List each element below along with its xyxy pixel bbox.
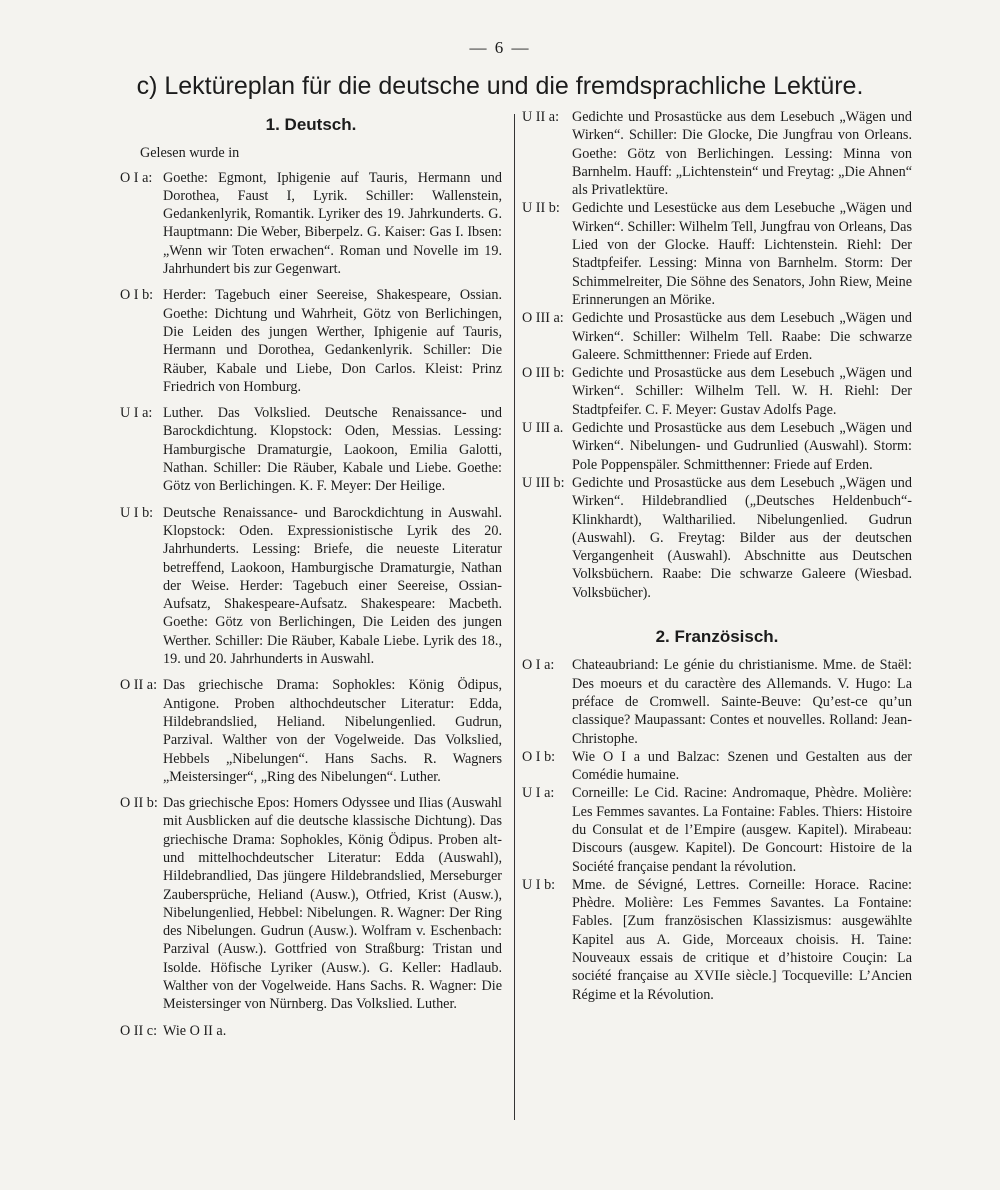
reading-list-text: Gedichte und Prosastücke aus dem Lesebuch „Wägen und Wirken“. Schiller: Die Glocke, Die Jungfrau von Orleans. Goethe: Götz von Berlichingen. Lessing: Minna von Barnhelm. Hauff: „Lichtenstein“ und Freytag: „Die Ahnen“ als Privatlektüre. — [572, 109, 912, 199]
class-label: U III a. — [522, 420, 564, 437]
reading-list-text: Wie O I a und Balzac: Szenen und Gestalten aus der Comédie humaine. — [572, 748, 912, 784]
class-label: O I b: — [522, 748, 556, 765]
reading-list-text: Gedichte und Prosastücke aus dem Lesebuch „Wägen und Wirken“. Nibelungen- und Gudrunlied (Auswahl). Storm: Pole Poppenspäler. Schmitthenner: Friede auf Erden. — [572, 420, 912, 473]
reading-list-text: Das griechische Epos: Homers Odyssee und Ilias (Auswahl mit Ausblicken auf die deutsche klassische Dichtung). Das griechische Drama: Sophokles, König Ödipus. Proben alt- und mittelhochdeutscher Literatur: Edda (Auswahl), Hildebrandlied, Das jüngere Hildebrandslied, Merseburger Zaubersprüche, Heliand (Ausw.), Otfried, Krist (Ausw.), Nibelungenlied, Hebbel: Nibelungen. R. Wagner: Der Ring des Nibelungen. Gudrun (Ausw.). Wolfram v. Eschenbach: Parzival (Ausw.). Gottfried von Straßburg: Tristan und Isolde. Höfische Lyriker (Ausw.). G. Keller: Hadlaub. Walther von der Vogelweide. Hans Sachs. R. Wagner: Die Meistersinger von Nürnberg. Das Volkslied. Luther. — [163, 795, 502, 1013]
reading-list-text: Chateaubriand: Le génie du christianisme. Mme. de Staël: Des moeurs et du caractère des Allemands. V. Hugo: La préface de Cromwell. Sainte-Beuve: Qu’est-ce qu’un classique? Maupassant: Contes et nouvelles. Rolland: Jean-Christophe. — [572, 657, 912, 747]
page-title: c) Lektüreplan für die deutsche und die fremdsprachliche Lektüre. — [136, 72, 864, 100]
reading-entry — [120, 1022, 502, 1040]
reading-entry — [120, 794, 502, 1014]
reading-entry — [522, 784, 912, 875]
reading-entry — [522, 748, 912, 785]
reading-entry — [120, 676, 502, 786]
class-label: U I a: — [522, 785, 555, 802]
reading-list-text: Luther. Das Volkslied. Deutsche Renaissance- und Barockdichtung. Klopstock: Oden, Messias. Lessing: Hamburgische Dramaturgie, Laokoon, Emilia Galotti, Nathan. Schiller: Die Räuber, Kabale und Liebe. Goethe: Götz von Berlichingen. K. F. Meyer: Der Heilige. — [163, 405, 502, 495]
reading-list-text: Das griechische Drama: Sophokles: König Ödipus, Antigone. Proben althochdeutscher Literatur: Edda, Hildebrandslied, Heliand. Nibelungenlied. Gudrun, Parzival. Walther von der Vogelweide. Das Volkslied, Hebbels „Nibelungen“. Hans Sachs. R. Wagners „Meistersinger“, „Ring des Nibelungen“. Luther. — [163, 677, 502, 785]
reading-list-text: Gedichte und Prosastücke aus dem Lesebuch „Wägen und Wirken“. Schiller: Wilhelm Tell. Raabe: Die schwarze Galeere. Schmitthenner: Friede auf Erden. — [572, 310, 912, 363]
reading-list-text: Gedichte und Prosastücke aus dem Lesebuch „Wägen und Wirken“. Schiller: Wilhelm Tell. W. H. Riehl: Der Stadtpfeifer. C. F. Meyer: Gustav Adolfs Page. — [572, 365, 912, 418]
reading-entry — [522, 876, 912, 1004]
reading-entry — [522, 656, 912, 747]
reading-list-text: Mme. de Sévigné, Lettres. Corneille: Horace. Racine: Phèdre. Molière: Les Femmes Savantes. La Fontaine: Fables. [Zum französischen Klassizismus: ausgewählte Kapitel aus A. Gide, Morceaux choisis. H. Taine: Nouveaux essais de critique et d’histoire Couçin: La société française au XVIIe siècle.] Tocqueville: L’Ancien Régime et la Révolution. — [572, 876, 912, 1003]
intro-text: Gelesen wurde in — [140, 145, 240, 162]
reading-entry — [522, 199, 912, 309]
left-column — [120, 116, 502, 1048]
reading-entry — [120, 504, 502, 669]
reading-entry — [522, 419, 912, 474]
reading-entry — [522, 474, 912, 602]
reading-entry — [522, 309, 912, 364]
reading-list-text: Deutsche Renaissance- und Barockdichtung in Auswahl. Klopstock: Oden. Expressionistische Lyrik des 20. Jahrhunderts. Lessing: Briefe, die neueste Literatur betreffend, Laokoon, Hamburgische Dramaturgie, Nathan der Weise. Herder: Tagebuch einer Seereise, Ossian-Aufsatz, Shakespeare-Aufsatz. Shakespeare: Macbeth. Goethe: Götz von Berlichingen, Die Leiden des jungen Werther. Schiller: Die Räuber, Kabale Liebe. Lyrik des 18., 19. und 20. Jahrhunderts in Auswahl. — [163, 504, 502, 668]
section-heading-franzoesisch: 2. Französisch. — [655, 627, 779, 647]
page-number: — 6 — — [469, 38, 531, 57]
column-divider — [514, 114, 515, 1120]
class-label: U II a: — [522, 109, 560, 125]
reading-entry — [120, 169, 502, 279]
german-entry-list-continued — [522, 108, 912, 602]
reading-list-text: Goethe: Egmont, Iphigenie auf Tauris, Hermann und Dorothea, Faust I, Lyrik. Schiller: Wallenstein, Gedankenlyrik, Romantik. Lyriker des 19. Jahrkunderts. G. Hauptmann: Die Weber, Biberpelz. G. Kaiser: Gas I. Ibsen: „Wenn wir Toten erwachen“. Roman und Novelle im 19. Jahrhundert bis zur Gegenwart. — [163, 169, 502, 278]
reading-list-text: Wie O II a. — [163, 1022, 227, 1039]
class-label: U I b: — [522, 876, 556, 893]
french-entry-list — [522, 656, 912, 1004]
reading-entry — [120, 404, 502, 495]
reading-entry — [522, 108, 912, 199]
class-label: U I a: — [120, 405, 153, 422]
class-label: O I a: — [120, 169, 153, 186]
class-label: O III b: — [522, 365, 565, 382]
reading-list-text: Corneille: Le Cid. Racine: Andromaque, Phèdre. Molière: Les Femmes savantes. La Fontaine: Fables. Thiers: Histoire du Consulat et de l’Empire (ausgew. Kapitel). Mirabeau: Discours (ausgew. Kapitel). De Goncourt: Histoire de la Société française pendant la révolution. — [572, 785, 912, 875]
reading-entry — [120, 286, 502, 396]
class-label: O III a: — [522, 310, 564, 327]
reading-list-text: Gedichte und Prosastücke aus dem Lesebuch „Wägen und Wirken“. Hildebrandlied („Deutsches Heldenbuch“-Klinkhardt), Waltharilied. Nibelungenlied. Gudrun (Auswahl). G. Freytag: Bilder aus der deutschen Vergangenheit (Auswahl). Abschnitte aus Deutschen Volksbüchern. Raabe: Die schwarze Galeere (Wiesbad. Volksbücher). — [572, 474, 912, 601]
class-label: O I b: — [120, 287, 154, 304]
class-label: O II b: — [120, 795, 158, 812]
reading-list-text: Herder: Tagebuch einer Seereise, Shakespeare, Ossian. Goethe: Dichtung und Wahrheit, Götz von Berlichingen, Die Leiden des jungen Werther, Iphigenie auf Tauris, Hermann und Dorothea, Gedankenlyrik. Schiller: Die Räuber, Kabale und Liebe, Don Carlos. Kleist: Prinz Friedrich von Homburg. — [163, 287, 502, 395]
class-label: U III b: — [522, 474, 565, 491]
section-heading-deutsch: 1. Deutsch. — [265, 115, 357, 134]
class-label: U I b: — [120, 504, 154, 521]
class-label: O II c: — [120, 1022, 158, 1039]
class-label: U II b: — [522, 200, 560, 217]
reading-entry — [522, 364, 912, 419]
right-column — [522, 108, 912, 1004]
class-label: O II a: — [120, 677, 158, 694]
german-entry-list — [120, 169, 502, 1040]
reading-list-text: Gedichte und Lesestücke aus dem Lesebuche „Wägen und Wirken“. Schiller: Wilhelm Tell, Jungfrau von Orleans, Das Lied von der Glocke. Hauff: Lichtenstein. Riehl: Der Stadtpfeifer. Lessing: Minna von Barnhelm. Storm: Der Schimmelreiter, Die Söhne des Senators, John Riew, Meine Erinnerungen an Mörike. — [572, 200, 912, 308]
class-label: O I a: — [522, 657, 555, 674]
